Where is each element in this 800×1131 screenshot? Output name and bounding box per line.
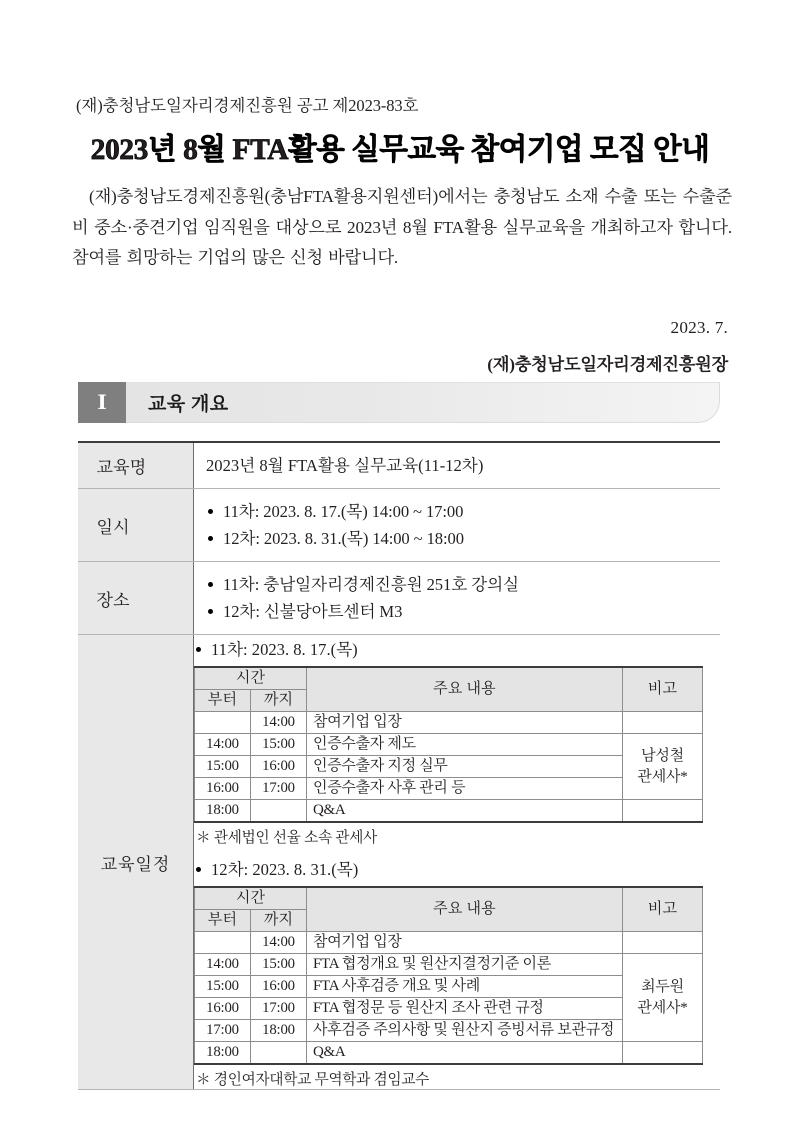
cell-from [195, 932, 251, 954]
cell-from: 18:00 [195, 800, 251, 823]
cell-to: 14:00 [251, 712, 307, 734]
cell-content: 사후검증 주의사항 및 원산지 증빙서류 보관규정 [307, 1020, 623, 1042]
row-label-datetime [78, 489, 194, 562]
schedule-session-11 [194, 637, 720, 847]
list-item: 12차: 2023. 8. 31.(목) 14:00 ~ 18:00 [206, 525, 720, 552]
schedule-session-12 [194, 857, 720, 1089]
row-value-location [194, 562, 721, 635]
cell-note-empty [623, 712, 703, 734]
col-header-from: 부터 [195, 690, 251, 712]
row-label-schedule-text: 교육일정 [100, 854, 171, 874]
intro-paragraph: (재)충청남도경제진흥원(충남FTA활용지원센터)에서는 충청남도 소재 수출 또는 수출준비 중소·중견기업 임직원을 대상으로 2023년 8월 FTA활용 실무교육을 개최하고자 합니다. 참여를 희망하는 기업의 많은 신청 바랍니다. [72, 187, 732, 267]
schedule-footnote-12: ＊ 경인여자대학교 무역학과 겸임교수 [196, 1072, 430, 1088]
cell-to: 16:00 [251, 976, 307, 998]
table-row [195, 734, 703, 756]
cell-to: 17:00 [251, 778, 307, 800]
col-header-from: 부터 [195, 910, 251, 932]
cell-from: 18:00 [195, 1042, 251, 1065]
cell-content: 참여기업 입장 [307, 712, 623, 734]
signature-organization: (재)충청남도일자리경제진흥원장 [487, 355, 728, 374]
cell-content: Q&A [307, 1042, 623, 1065]
cell-content: FTA 협정개요 및 원산지결정기준 이론 [307, 954, 623, 976]
schedule-table-12 [194, 886, 703, 1065]
cell-to: 17:00 [251, 998, 307, 1020]
instructor-name: 최두원 [641, 978, 684, 995]
cell-from: 16:00 [195, 778, 251, 800]
cell-content: 인증수출자 사후 관리 등 [307, 778, 623, 800]
table-row-course-name [78, 442, 720, 489]
cell-to: 16:00 [251, 756, 307, 778]
list-item: 11차: 충남일자리경제진흥원 251호 강의실 [206, 571, 720, 598]
list-item: 11차: 2023. 8. 17.(목) 14:00 ~ 17:00 [206, 498, 720, 525]
table-row [195, 932, 703, 954]
cell-to [251, 800, 307, 823]
table-row-schedule [78, 635, 720, 1090]
table-row [195, 712, 703, 734]
section-header-education-overview [78, 382, 720, 423]
cell-to: 15:00 [251, 734, 307, 756]
page-title: 2023년 8월 FTA활용 실무교육 참여기업 모집 안내 [90, 134, 710, 166]
datetime-list [206, 498, 720, 552]
instructor-role: 관세사* [637, 999, 688, 1016]
section-title: 교육 개요 [148, 394, 229, 415]
instructor-role: 관세사* [637, 768, 688, 785]
row-label-location [78, 562, 194, 635]
cell-content: FTA 협정문 등 원산지 조사 관련 규정 [307, 998, 623, 1020]
cell-content: 참여기업 입장 [307, 932, 623, 954]
table-row-location [78, 562, 720, 635]
location-list [206, 571, 720, 625]
section-number-badge: Ⅰ [78, 382, 126, 423]
row-value-course-name: 2023년 8월 FTA활용 실무교육(11-12차) [194, 442, 721, 489]
schedule-session-11-heading: 11차: 2023. 8. 17.(목) [194, 637, 720, 662]
col-header-time-group: 시간 [195, 667, 307, 690]
row-value-schedule [194, 635, 721, 1090]
cell-instructor-note [623, 954, 703, 1042]
cell-to: 14:00 [251, 932, 307, 954]
cell-from: 16:00 [195, 998, 251, 1020]
cell-from: 15:00 [195, 976, 251, 998]
cell-to: 15:00 [251, 954, 307, 976]
col-header-note: 비고 [623, 887, 703, 932]
cell-to: 18:00 [251, 1020, 307, 1042]
section-header-bar [126, 382, 720, 423]
schedule-footnote-11: ＊ 관세법인 선율 소속 관세사 [196, 830, 378, 846]
cell-content: 인증수출자 지정 실무 [307, 756, 623, 778]
table-row [195, 1042, 703, 1065]
education-overview-table [78, 441, 720, 1090]
cell-from [195, 712, 251, 734]
col-header-note: 비고 [623, 667, 703, 712]
schedule-session-12-heading: 12차: 2023. 8. 31.(목) [194, 857, 720, 882]
col-header-content: 주요 내용 [307, 887, 623, 932]
table-row-datetime [78, 489, 720, 562]
cell-content: Q&A [307, 800, 623, 823]
cell-from: 17:00 [195, 1020, 251, 1042]
cell-from: 15:00 [195, 756, 251, 778]
table-header-row [195, 887, 703, 910]
row-label-course-name [78, 442, 194, 489]
instructor-name: 남성철 [641, 747, 684, 764]
col-header-time-group: 시간 [195, 887, 307, 910]
table-row [195, 800, 703, 823]
row-label-datetime-text: 일시 [96, 517, 130, 537]
row-label-course-name-text: 교육명 [96, 458, 147, 477]
cell-from: 14:00 [195, 954, 251, 976]
cell-content: FTA 사후검증 개요 및 사례 [307, 976, 623, 998]
row-value-datetime [194, 489, 721, 562]
cell-from: 14:00 [195, 734, 251, 756]
col-header-content: 주요 내용 [307, 667, 623, 712]
cell-note-empty [623, 932, 703, 954]
cell-note-empty [623, 1042, 703, 1065]
list-item: 12차: 신불당아트센터 M3 [206, 598, 720, 625]
table-row [195, 954, 703, 976]
col-header-to: 까지 [251, 910, 307, 932]
schedule-table-11 [194, 666, 703, 823]
cell-instructor-note [623, 734, 703, 800]
cell-content: 인증수출자 제도 [307, 734, 623, 756]
cell-note-empty [623, 800, 703, 823]
cell-to [251, 1042, 307, 1065]
row-label-schedule [78, 635, 194, 1090]
signature-date: 2023. 7. [670, 318, 728, 337]
col-header-to: 까지 [251, 690, 307, 712]
table-header-row [195, 667, 703, 690]
notice-number-line: (재)충청남도일자리경제진흥원 공고 제2023-83호 [76, 96, 419, 115]
row-label-location-text: 장소 [96, 590, 130, 610]
